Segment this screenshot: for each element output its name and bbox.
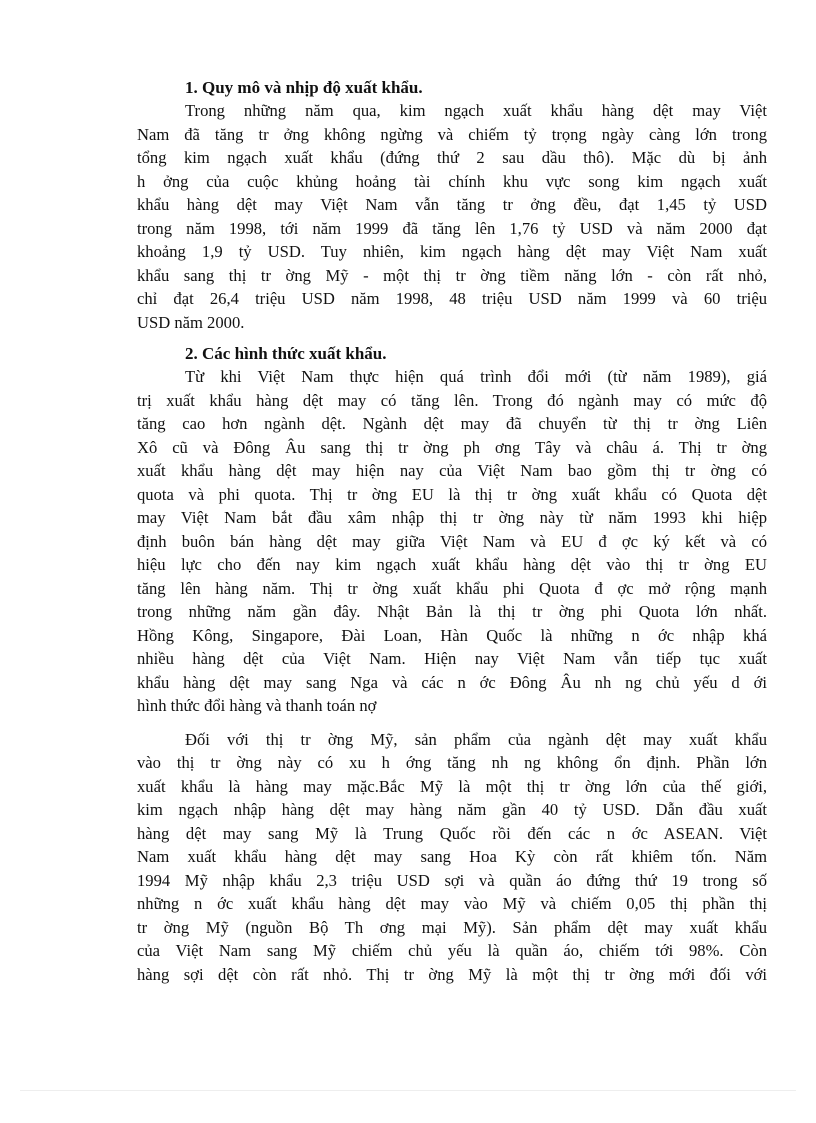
text-line: xuất khẩu hàng dệt may hiện nay của Việt Nam bao gồm thị tr ờng có [137, 461, 767, 480]
text-line: hiệu lực cho đến nay kim ngạch xuất khẩu hàng dệt vào thị tr ờng EU [137, 555, 767, 574]
paragraph-export-scale [137, 99, 767, 334]
text-line: trong năm 1998, tới năm 1999 đã tăng lên 1,76 tỷ USD và năm 2000 đạt [137, 218, 767, 238]
section-heading-2: 2. Các hình thức xuất khẩu. [185, 344, 387, 363]
text-line: hàng dệt may sang Mỹ là Trung Quốc rồi đến các n ớc ASEAN. Việt [137, 823, 767, 843]
text-line: Xô cũ và Đông Âu sang thị tr ờng ph ơng Tây và châu á. Thị tr ờng [137, 437, 767, 457]
text-line: Từ khi Việt Nam thực hiện quá trình đổi mới (từ năm 1989), giá [185, 367, 767, 386]
text-line: khoảng 1,9 tỷ USD. Tuy nhiên, kim ngạch hàng dệt may Việt Nam xuất [137, 242, 767, 261]
section-heading-1: 1. Quy mô và nhịp độ xuất khẩu. [185, 78, 423, 97]
text-line: tr ờng Mỹ (nguồn Bộ Th ơng mại Mỹ). Sản phẩm dệt may xuất khẩu [137, 917, 767, 937]
text-line: Nam xuất khẩu hàng dệt may sang Hoa Kỳ còn rất khiêm tốn. Năm [137, 847, 767, 866]
paragraph-export-forms [137, 365, 767, 718]
text-line: Trong những năm qua, kim ngạch xuất khẩu hàng dệt may Việt [185, 101, 767, 120]
text-line: tổng kim ngạch xuất khẩu (đứng thứ 2 sau dầu thô). Mặc dù bị ảnh [137, 148, 767, 167]
text-line: hàng sợi dệt còn rất nhỏ. Thị tr ờng Mỹ là một thị tr ờng mới đối với [137, 964, 767, 984]
text-line: trong những năm gần đây. Nhật Bản là thị tr ờng phi Quota lớn nhất. [137, 602, 767, 621]
text-line: khẩu hàng dệt may Việt Nam vẫn tăng tr ởng đều, đạt 1,45 tỷ USD [137, 195, 767, 214]
paragraph-us-market [137, 728, 767, 987]
text-line: nhiều hàng dệt của Việt Nam. Hiện nay Việt Nam vẫn tiếp tục xuất [137, 649, 767, 668]
page-bottom-divider [20, 1090, 796, 1091]
text-line: may Việt Nam bắt đầu xâm nhập thị tr ờng này từ năm 1993 khi hiệp [137, 508, 767, 527]
text-line: kim ngạch nhập hàng dệt may hàng năm gần 40 tỷ USD. Dẫn đầu xuất [137, 800, 767, 819]
text-line: khẩu hàng dệt may sang Nga và các n ớc Đông Âu nh ng chủ yếu d ới [137, 672, 767, 692]
text-line: Nam đã tăng tr ởng không ngừng và chiếm tỷ trọng ngày càng lớn trong [137, 124, 767, 144]
text-line: Đối với thị tr ờng Mỹ, sản phẩm của ngành dệt may xuất khẩu [185, 729, 767, 749]
text-line: khẩu sang thị tr ờng Mỹ - một thị tr ờng tiềm năng lớn - còn rất nhỏ, [137, 265, 767, 285]
text-line: xuất khẩu là hàng may mặc.Bắc Mỹ là một thị tr ờng lớn của thế giới, [137, 776, 767, 796]
text-line: trị xuất khẩu hàng dệt may có tăng lên. Trong đó ngành may có mức độ [137, 390, 767, 410]
text-line: chỉ đạt 26,4 triệu USD năm 1998, 48 triệu USD năm 1999 và 60 triệu [137, 289, 767, 308]
text-line: tăng cao hơn ngành dệt. Ngành dệt may đã chuyển từ thị tr ờng Liên [137, 414, 767, 433]
text-line: USD năm 2000. [137, 312, 245, 332]
text-line: Hồng Kông, Singapore, Đài Loan, Hàn Quốc là những n ớc nhập khá [137, 625, 767, 645]
text-line: vào thị tr ờng này có xu h ớng tăng nh ng không ổn định. Phần lớn [137, 753, 767, 772]
text-line: hình thức đổi hàng và thanh toán nợ [137, 696, 377, 715]
text-line: định buôn bán hàng dệt may giữa Việt Nam và EU đ ợc ký kết và có [137, 531, 767, 551]
text-line: quota và phi quota. Thị tr ờng EU là thị tr ờng xuất khẩu có Quota dệt [137, 484, 767, 504]
text-line: những n ớc xuất khẩu hàng dệt may vào Mỹ và chiếm 0,05 thị phần thị [137, 894, 767, 913]
text-line: h ởng của cuộc khủng hoảng tài chính khu vực song kim ngạch xuất [137, 171, 767, 191]
text-line: của Việt Nam sang Mỹ chiếm chủ yếu là quần áo, chiếm tới 98%. Còn [137, 941, 767, 960]
text-line: tăng lên hàng năm. Thị tr ờng xuất khẩu phi Quota đ ợc mở rộng mạnh [137, 578, 767, 598]
document-body [137, 68, 767, 986]
text-line: 1994 Mỹ nhập khẩu 2,3 triệu USD sợi và quần áo đứng thứ 19 trong số [137, 870, 767, 890]
